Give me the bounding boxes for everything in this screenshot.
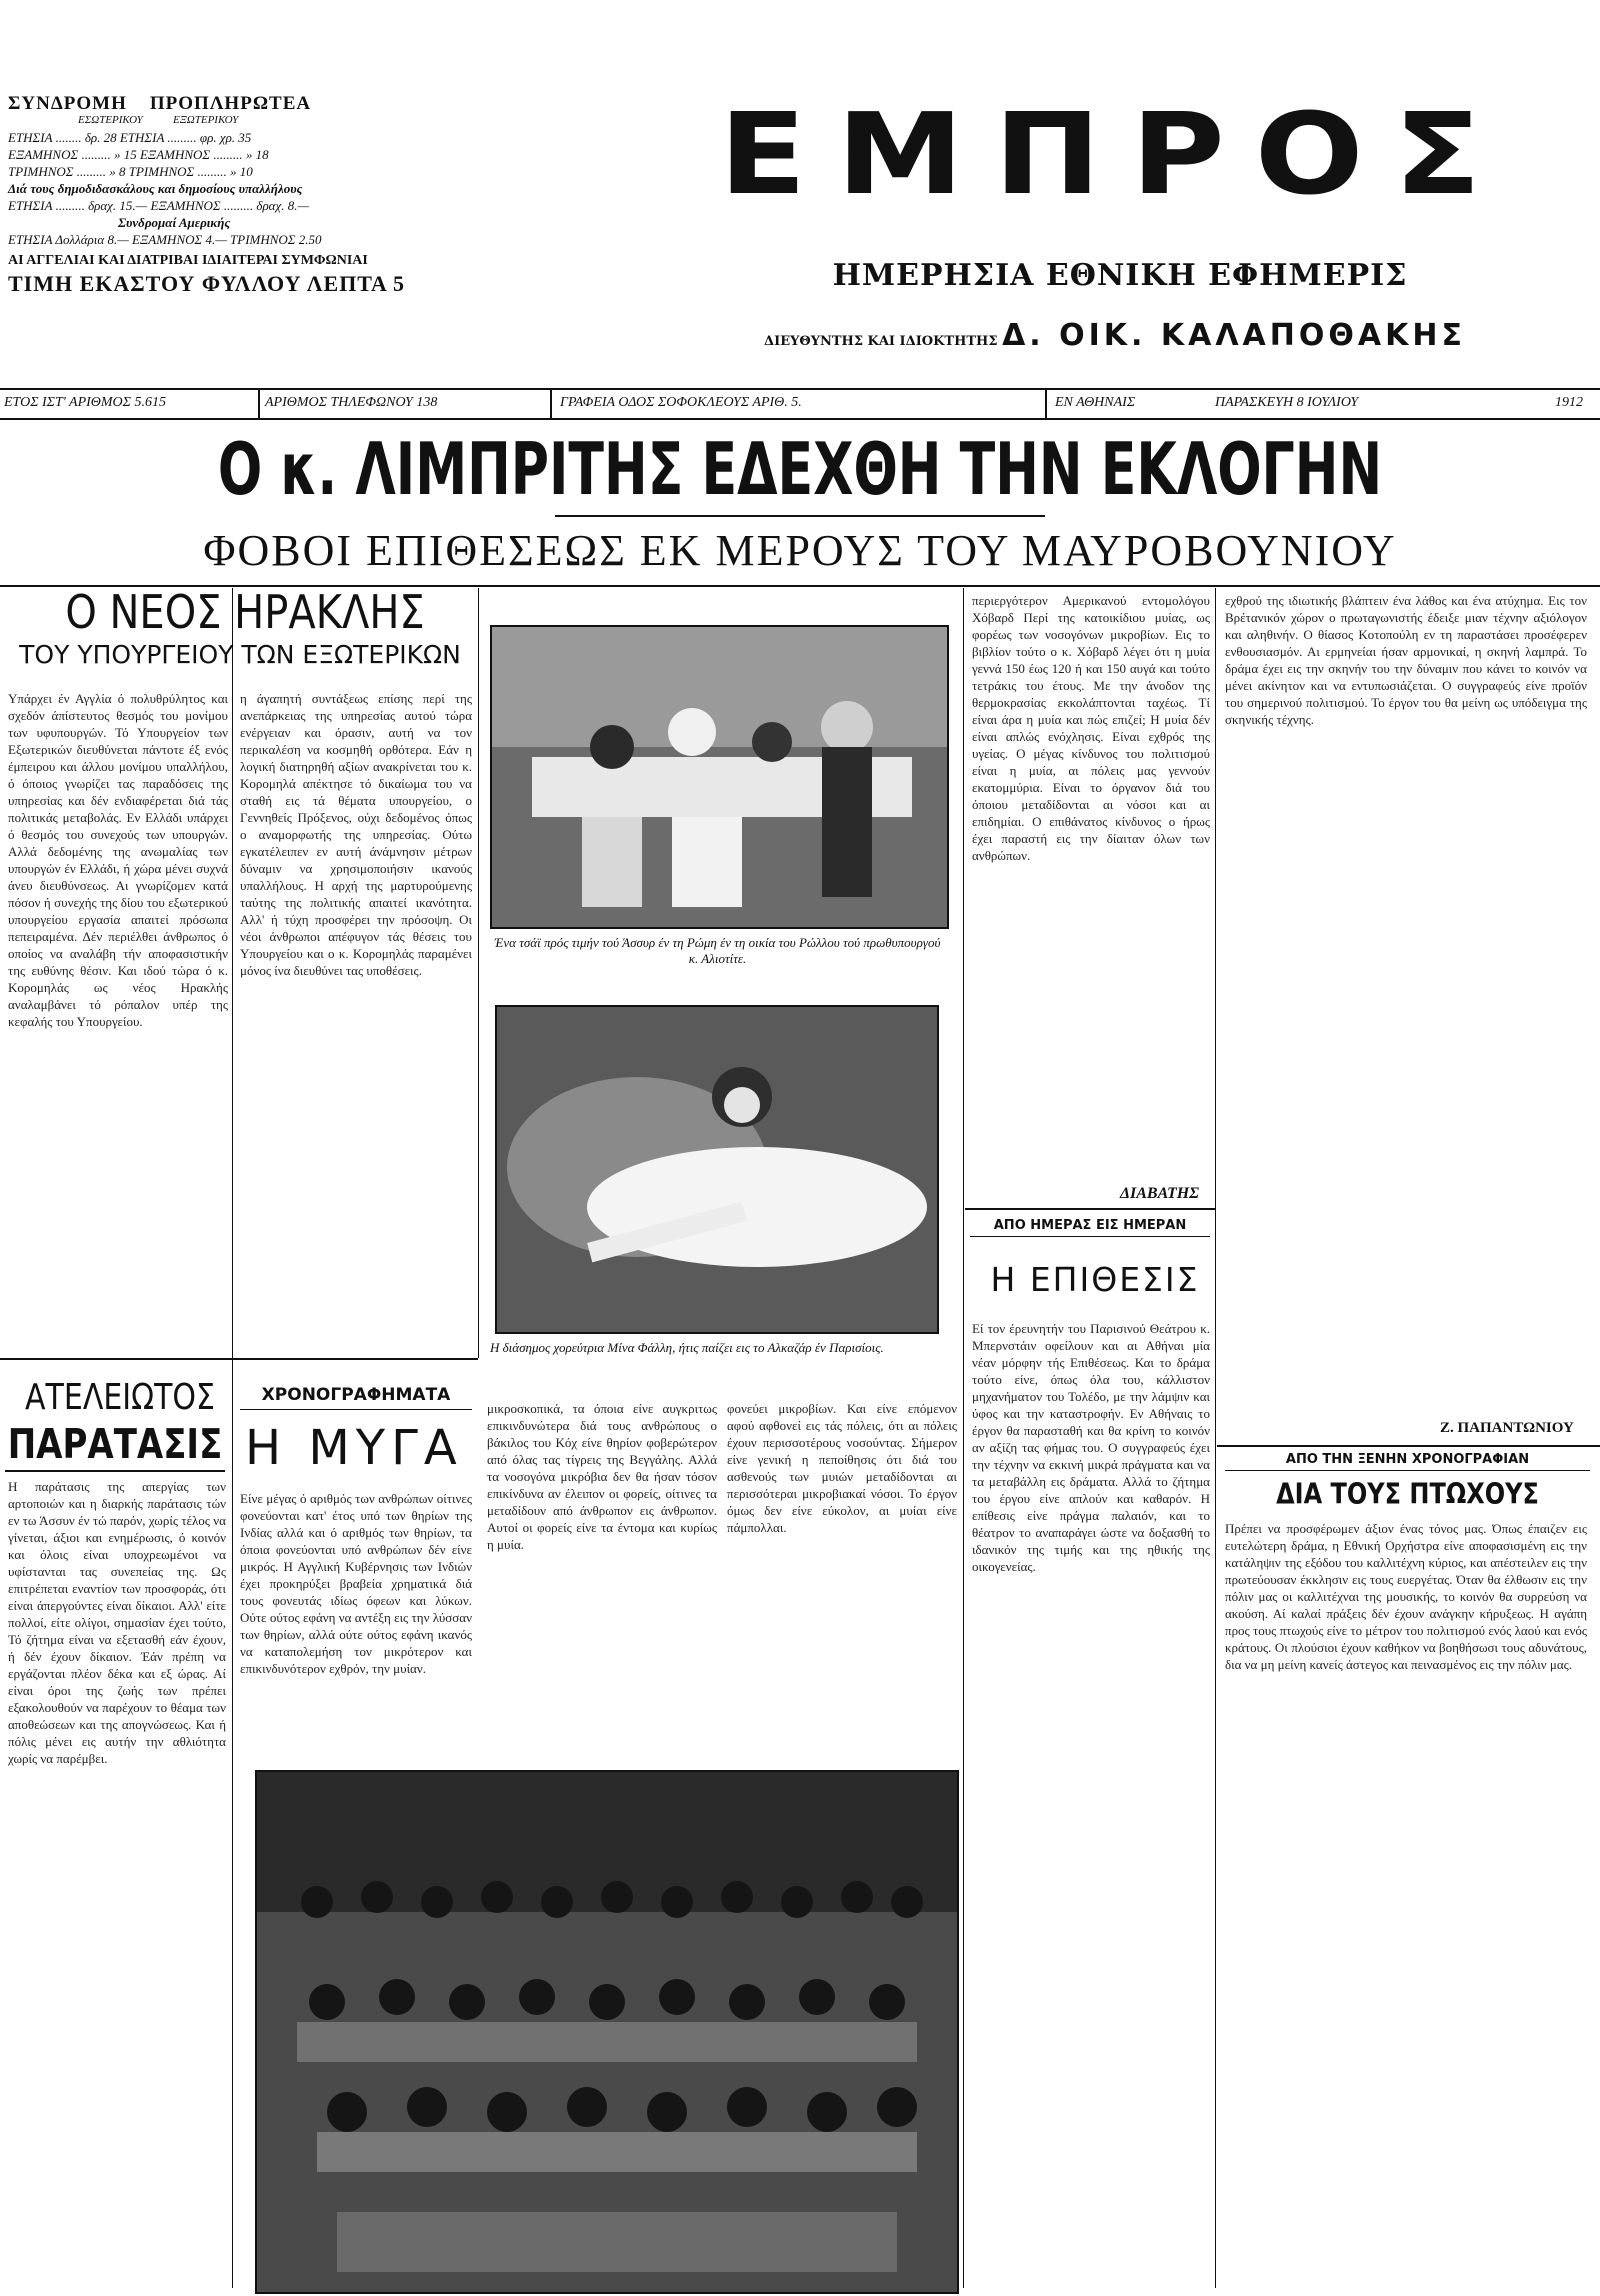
america-row: ΕΤΗΣΙΑ Δολλάρια 8.— ΕΞΑΜΗΝΟΣ 4.— ΤΡΙΜΗΝΟΣ 2.50: [8, 232, 322, 247]
subscription-row: ΕΞΑΜΗΝΟΣ ......... » 15 ΕΞΑΜΗΝΟΣ ......... » 18: [8, 147, 269, 162]
epithesis-text: Εί τον έρευνητήν του Παρισινού Θεάτρου κ. Μπερνστάιν οφείλουν και αι Αθήναι μία νέαν μόρφην τής Επιθέσεως. Και το δράμα τούτο είνε, όπως όλα του, κάλλιστον μηχανήματον του Τολέδο, με την λάμψιν και ύφος και την καταστροφήν. Εν Αθήναις το έργον θα παρασταθή και θα κρίνη το κοινόν αν αξίζη τας φήμας του. Ο συγγραφεύς έχει την τέχνην να εκκινή μικρά πράγματα και να τα μεταβάλλη εις δράματα. Αλλά το ζήτημα του έργου είνε απλούν και καθαρόν. Η επίθεσις είνε πράγμα παλαιόν, και το θέατρον το αναπαράγει ώστε να δοξασθή το ιδανικόν της τιμής και της ηθικής της οικογενείας.: [972, 1321, 1210, 1574]
myga-text: Είνε μέγας ό αριθμός των ανθρώπων οίτινες φονεύονται κατ' έτος υπό των θηρίων της Ινδίας αλλά και ό αριθμός των θηρίων, τα όποια φονεύονται υπό ανθρώπων δέν είνε μικρός. Η Αγγλική Κυβέρνησις των Ινδιών έχει προκηρύξει βραβεία χρηματικά διά τους φονευτάς ιδίως όφεων και λύκων. Ούτε ούτος εφάνη να αντέξη εις την λύσσαν των θηρίων, αλλά ούτε ούτος εφάνη ικανός να καταπολεμήση τον μικρότερον και επικινδυνότερον εχθρόν, την μυίαν.: [240, 1491, 472, 1676]
column4-text: εχθρού της ιδιωτικής βλάπτειν ένα λάθος και ένα ατύχημα. Εις τον Βρέτανικόν χώρον ο πρωταγωνιστής έδειξε μιαν τέχνην αξιόλογον και αληθινήν. Ο θίασος Κοτοπούλη εν τη παραστάσει προσέφερεν ενθουσιασμόν. Αι ερμηνείαι ήσαν αρμονικαί, η σκηνή λαμπρά. Το δράμα έχει εις την σκηνήν του την δύναμιν που κάνει το κοινόν να μένει ακίνητον και να εντυπωσιάζεται. Ο συγγραφεύς είνε προϊόν του σημερινού πολιτισμού. Το έργον του θα μείνη ως υπόδειγμα της σκηνικής τέχνης.: [1225, 593, 1587, 727]
place: ΕΝ ΑΘΗΝΑΙΣ: [1055, 395, 1136, 410]
papantoniou-signature: Ζ. ΠΑΠΑΝΤΩΝΙΟΥ: [1440, 1420, 1574, 1436]
dancer-photo: [495, 1005, 939, 1334]
date: ΠΑΡΑΣΚΕΥΗ 8 ΙΟΥΛΙΟΥ: [1215, 395, 1359, 410]
director-label: ΔΙΕΥΘΥΝΤΗΣ ΚΑΙ ΙΔΙΟΚΤΗΤΗΣ: [764, 334, 998, 349]
hercules-subtitle: ΤΟΥ ΥΠΟΥΡΓΕΙΟΥ ΤΩΝ ΕΞΩΤΕΡΙΚΩΝ: [19, 640, 461, 669]
subscription-row: ΤΡΙΜΗΝΟΣ ......... » 8 ΤΡΙΜΗΝΟΣ ......... » 10: [8, 164, 253, 179]
day-to-day-label: ΑΠΟ ΗΜΕΡΑΣ ΕΙΣ ΗΜΕΡΑΝ: [970, 1218, 1210, 1237]
ptochous-title: ΔΙΑ ΤΟΥΣ ΠΤΩΧΟΥΣ: [1276, 1477, 1539, 1511]
hercules-title: Ο ΝΕΟΣ ΗΡΑΚΛΗΣ: [65, 586, 425, 640]
parataseis-title: ΠΑΡΑΤΑΣΙΣ: [7, 1421, 223, 1469]
teachers-row: ΕΤΗΣΙΑ ......... δραχ. 15.— ΕΞΑΜΗΝΟΣ ......... δραχ. 8.—: [8, 198, 310, 213]
myga-title: Η ΜΥΓΑ: [245, 1420, 463, 1476]
office-address: ΓΡΑΦΕΙΑ ΟΔΟΣ ΣΟΦΟΚΛΕΟΥΣ ΑΡΙΘ. 5.: [560, 395, 802, 410]
masthead-title: ΕΜΠΡΟΣ: [719, 89, 1511, 221]
director-name: Δ. ΟΙΚ. ΚΑΛΑΠΟΘΑΚΗΣ: [1002, 318, 1466, 353]
chronicles-label: ΧΡΟΝΟΓΡΑΦΗΜΑΤΑ: [240, 1385, 472, 1410]
ptochous-text: Πρέπει να προσφέρωμεν άξιον ένας τόνος μας. Όπως έπαιζεν εις ευτελώτερη δράμα, η Εθνική Ορχήστρα είνε αποφασισμένη εις την κατάληψιν της εξόδου του καλλιτέχνη κύριος, και απέστειλεν εις την πρωτεύουσαν έκκλησιν εις τους ευεργέτας. Όταν θα έλθωσιν εις την πόλιν μας οι καλλιτέχναι της μουσικής, το κοινόν θα συρρεύση να ακούση. Αί καλαί πράξεις δέν έχουν ανάγκην κήρυξεως. Η αγάπη προς τους πτωχούς είνε το μέτρον του πολιτισμού ενός λαού και ενός κράτους. Οι πλούσιοι έχουν καθήκον να βοηθήσωσι τους αδυνάτους, δια να μη μείνη κανείς άστεγος και πεινασμένος εις την πόλιν μας.: [1225, 1521, 1587, 1672]
myga-text-cont: μικροσκοπικά, τα όποια είνε αυγκριτως επικινδυνώτερα διά τους ανθρώπους ο βάκιλος του Κόχ είνε θηρίον φοβερώτερον από όλας τας τίγρεις της Βεγγάλης. Αλλά τα νοσογόνα μικρόβια δεν θα ήσαν τόσον επικίνδυνα αν έλειπον οι φορείς, οίτινες τα μεταδίδουν από άνθρωπον εις άνθρωπον. Αυτοί οι φορείς είνε τα έντομα και κυρίως η μυία.: [487, 1401, 717, 1552]
group-image: [257, 1772, 957, 2292]
epithesis-title: Η ΕΠΙΘΕΣΙΣ: [990, 1260, 1200, 1299]
america-note: Συνδρομαί Αμερικής: [118, 215, 231, 230]
diavatis-signature: ΔΙΑΒΑΤΗΣ: [1120, 1185, 1200, 1202]
subscription-row: ΕΤΗΣΙΑ ........ δρ. 28 ΕΤΗΣΙΑ ......... φρ. χρ. 35: [8, 130, 252, 145]
phone-number: ΑΡΙΘΜΟΣ ΤΗΛΕΦΩΝΟΥ 138: [265, 395, 438, 410]
issue-number: ΕΤΟΣ ΙΣΤ' ΑΡΙΘΜΟΣ 5.615: [4, 395, 166, 410]
tea-party-image: [492, 627, 947, 927]
ateleiotos-title: ΑΤΕΛΕΙΩΤΟΣ: [25, 1376, 215, 1419]
tea-party-photo: [490, 625, 949, 929]
teachers-note: Διά τους δημοδιδασκάλους και δημοσίους υπαλλήλους: [8, 181, 303, 196]
subscription-header: ΣΥΝΔΡΟΜΗ ΠΡΟΠΛΗΡΩΤΕΑ: [8, 93, 312, 114]
column3-text: περιεργότερον Αμερικανού εντομολόγου Χόβαρδ Περί της κατοικίδιου μυίας, ως φορέως των νοσογόνων μικροβίων. Εις το βιβλίον τούτο ο κ. Χόβαρδ λέγει ότι η μυία γεννά 150 έως 120 ή και 150 αυγά και τούτο τετράκις του έτους. Με την άνοδον της θερμοκρασίας εκκολάπτονται ταχέως. Τί είναι άρα η μυία και πώς επιζεί; Η μυία δέν είναι απλώς ενόχλησις. Είναι εχθρός της υγείας. Ο μέγας κίνδυνος του πολιτισμού είναι η μυία, αι πόλεις μας γεννούν εκατομμύρια. Είναι το όργανον διά του όποιου μεταδίδονται αι νόσοι και αι επιδημίαι. Ο επιθάνατος κίνδυνος ο ήρως έχει παραστή εις την δίαιταν όλων των ανθρώπων.: [972, 593, 1210, 863]
dancer-image: [497, 1007, 937, 1332]
tea-party-caption: Ένα τσάϊ πρός τιμήν τού Άσσυρ έν τη Ρώμη έν τη οικία του Ρώλλου τού πρωθυπουργού κ. Αλιοτίτε.: [494, 935, 941, 966]
myga-text-cont2: φονεύει μικροβίων. Και είνε επόμενον αφού αφθονεί εις τάς πόλεις, ότι αι πόλεις έχουν περισσοτέρους νοσούντας. Σήμερον είνε γενική η πεποίθησις ότι διά του ασθενούς των μυιών μεταδίδονται αι περισσότεραι μικροβιακαί νόσοι. Το έργον όμως δεν είνε εύκολον, αι μυίαι είνε πάμπολλαι.: [727, 1401, 957, 1535]
ads-note: ΑΙ ΑΓΓΕΛΙΑΙ ΚΑΙ ΔΙΑΤΡΙΒΑΙ ΙΔΙΑΙΤΕΡΑΙ ΣΥΜΦΩΝΙΑΙ: [8, 253, 368, 268]
masthead-subtitle: ΗΜΕΡΗΣΙΑ ΕΘΝΙΚΗ ΕΦΗΜΕΡΙΣ: [832, 258, 1408, 293]
foreign-chronicle-label: ΑΠΟ ΤΗΝ ΞΕΝΗΝ ΧΡΟΝΟΓΡΑΦΙΑΝ: [1225, 1452, 1590, 1471]
group-photo: [255, 1770, 959, 2294]
price-note: ΤΙΜΗ ΕΚΑΣΤΟΥ ΦΥΛΛΟΥ ΛΕΠΤΑ 5: [8, 271, 406, 296]
hercules-text-cont: η άγαπητή συντάξεως επίσης περί της ανεπάρκειας της υπηρεσίας αυτού τώρα ενέργειαν και όρασιν, αυτή να τον περικαλέση να κοσμηθή ορθότερα. Εάν η λογική διατηρηθή αξίων ανακρίνεται του κ. Κορομηλά απέκτησε τό δικαίωμα του να σταθή εις τά θέματα υπουργείου, ο Γεννηθείς Πρόξενος, ούχι δεδομένος όπως ο αναμορφωτής της υπηρεσίας. Ούτω εγκατέλειπεν εν αυτή άνάμνησιν μέτρων δύναμιν να χρησιμοποιήσιν ικανούς υπαλλήλους. Η αρχή της μαρτυρούμενης ταύτης της πολιτικής απαιτεί ικανότητα. Αλλ' ή τύχη προσφέρει την πρόσοψη. Οι νέοι άνθρωποι απέφυγον τάς θέσεις του Υπουργείου και ο κ. Κορομηλάς παραμένει μόνος ίνα διευθύνει τας υποθέσεις.: [240, 691, 472, 978]
subscription-box: [8, 93, 458, 296]
hercules-text: Υπάρχει έν Αγγλία ό πολυθρύλητος και σχεδόν άπίστευτος θεσμός του μονίμου των υφυπουργών. Τό Υπουργείον των Εξωτερικών διευθύνεται πάντοτε έξ ενός έμπειρου και άλλου μονίμου υπαλλήλου, ό όποιος γνωρίζει τας παραδόσεις της υπηρεσίας και δέν ενδιαφέρεται διά τάς πολιτικάς μεταβολάς. Εν Ελλάδι υπάρχει ό θεσμός του συνεχούς των υπουργών. Αλλά δεδομένης της ανωμαλίας των υπουργών έν Ελλάδι, ή χώρα μένει συχνά άνευ διευθύνσεως. Αι γνωρίζομεν κατά πόσον ή συνεχής της δίου του εξωτερικού υπουργείου εργασία απαιτεί πρόσωπα πεπειραμένα. Δέν περιέλθει άνθρωπος ό οποίος να αναλάβη τήν αποφασιστικήν της ευθύνης θέσιν. Και ιδού τώρα ό κ. Κορομηλάς ως νέος Ηρακλής αναλαμβάνει τό ρόπαλον υπέρ της κεφαλής του Υπουργείου.: [8, 691, 228, 1029]
director-line: [640, 318, 1590, 353]
parataseis-text: Η παράτασις της απεργίας των αρτοποιών και η διαρκής παράτασις τών εν τω Άσσυν έν τώ παρόν, χωρίς τέλος να γίνεται, άξιοι και ενημέρωσις, ό κοινόν και όλοις είναι υποχρεωμένοι να υφίστανται τας συνεπείας της. Ως επιτρέπεται εναντίον των προσφοράς, ότι είναι άπεργούντες είναι δίκαιοι. Αλλ' είτε πολλοί, είτε ολίγοι, σημασίαν έχει τούτο, Τό ζήτημα είναι να εξετασθή εάν έχουν, ή δέν έχουν δίκαιον. Έάν πρέπη να εργάζονται πλέον δέκα και εξ ώρας. Αί είναι όροι της ζωής των πρέπει εξακολουθούν να παρέχουν το θέαμα των αποθεώσεων και της απογνώσεως. Και ή πόλις μένει εις αυτήν την αθλιότητα χωρίς να παρέμβει.: [8, 1479, 226, 1766]
issue-info-bar: [0, 388, 1600, 420]
sub-headline: ΦΟΒΟΙ ΕΠΙΘΕΣΕΩΣ ΕΚ ΜΕΡΟΥΣ ΤΟΥ ΜΑΥΡΟΒΟΥΝΙΟΥ: [203, 526, 1397, 575]
year: 1912: [1555, 395, 1583, 410]
subscription-regions: ΕΣΩΤΕΡΙΚΟΥ ΕΞΩΤΕΡΙΚΟΥ: [78, 114, 239, 126]
main-headline: Ο κ. ΛΙΜΠΡΙΤΗΣ ΕΔΕΧΘΗ ΤΗΝ ΕΚΛΟΓΗΝ: [217, 426, 1383, 512]
dancer-caption: Η διάσημος χορεύτρια Μίνα Φάλλη, ήτις παίζει εις το Αλκαζάρ έν Παρισίοις.: [490, 1340, 884, 1355]
